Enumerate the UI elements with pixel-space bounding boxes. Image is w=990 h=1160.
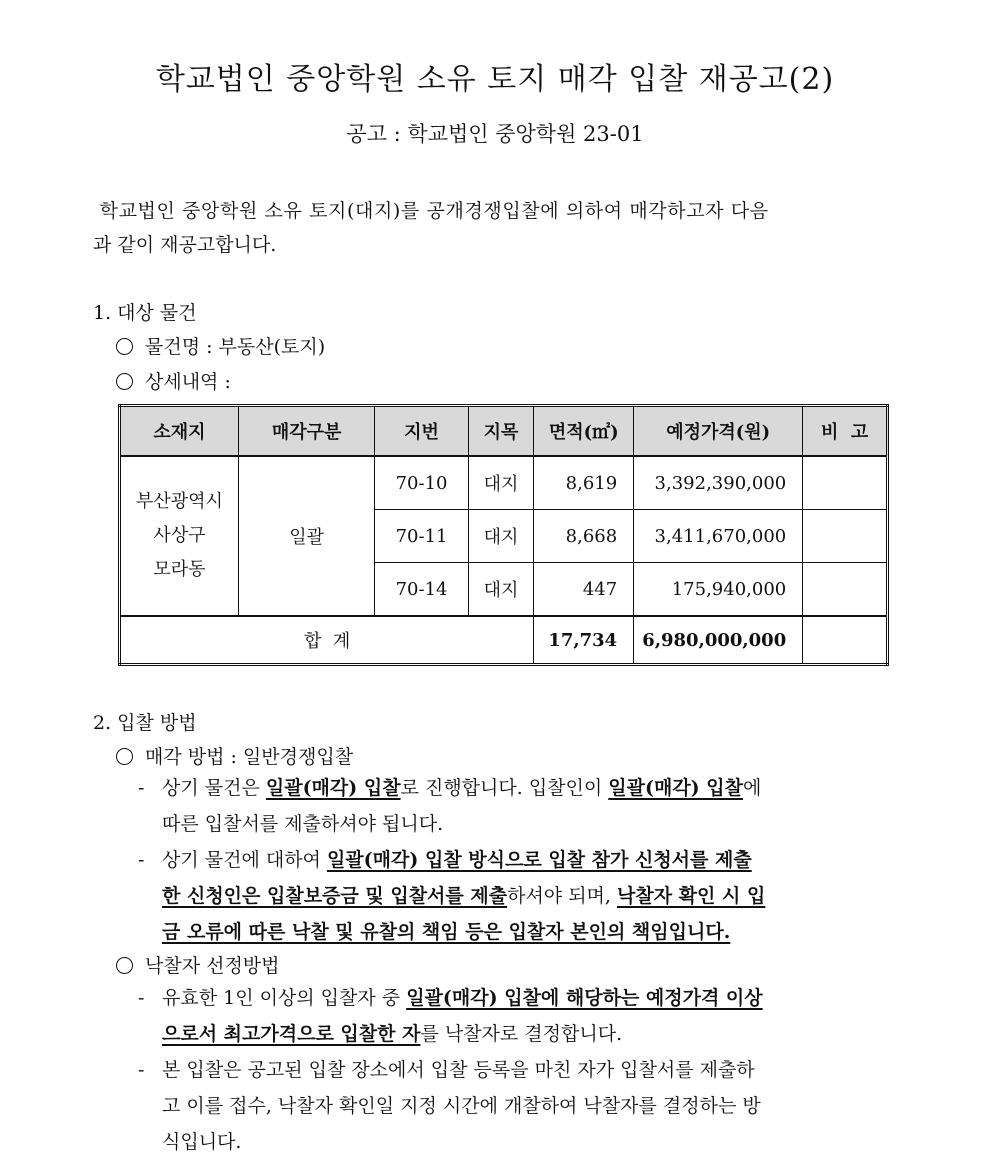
category-cell: 대지 bbox=[468, 510, 534, 563]
area-cell: 8,668 bbox=[534, 510, 634, 563]
dash-bullet: - bbox=[138, 849, 145, 871]
dash-item bbox=[138, 1052, 896, 1160]
notice-number: 공고 : 학교법인 중앙학원 23-01 bbox=[346, 122, 644, 146]
text-run: 에 bbox=[743, 777, 762, 799]
intro-line: 학교법인 중앙학원 소유 토지(대지)를 공개경쟁입찰에 의하여 매각하고자 다음 bbox=[93, 200, 769, 222]
underlined-text: 낙찰자 확인 시 입 bbox=[616, 885, 766, 907]
header-land-category: 지목 bbox=[468, 406, 534, 457]
section1-item-detail bbox=[116, 367, 231, 394]
price-cell: 3,392,390,000 bbox=[634, 456, 803, 510]
area-cell: 8,619 bbox=[534, 456, 634, 510]
bullet-text bbox=[138, 878, 896, 914]
bullet-text: 고 이를 접수, 낙찰자 확인일 지정 시간에 개찰하여 낙찰자를 결정하는 방 bbox=[162, 1095, 761, 1117]
total-note bbox=[803, 616, 888, 665]
dash-item bbox=[138, 842, 896, 950]
lot-cell: 70-11 bbox=[375, 510, 468, 563]
bullet-text bbox=[138, 914, 896, 950]
table-total-row bbox=[120, 616, 888, 665]
area-cell: 447 bbox=[534, 563, 634, 617]
intro-paragraph bbox=[93, 194, 896, 262]
table-row bbox=[120, 456, 888, 510]
lot-cell: 70-14 bbox=[375, 563, 468, 617]
location-line: 사상구 bbox=[153, 525, 206, 546]
category-cell: 대지 bbox=[468, 456, 534, 510]
bullet-text bbox=[138, 980, 896, 1016]
text-run: 유효한 1인 이상의 입찰자 중 bbox=[162, 987, 407, 1009]
underlined-text: 금 오류에 따른 낙찰 및 유찰의 책임 등은 입찰자 본인의 책임입니다. bbox=[162, 921, 731, 943]
note-cell bbox=[803, 456, 888, 510]
header-sale-type: 매각구분 bbox=[238, 406, 375, 457]
section1-heading: 1. 대상 물건 bbox=[93, 302, 197, 324]
note-cell bbox=[803, 563, 888, 617]
underlined-text: 한 신청인은 입찰보증금 및 입찰서를 제출 bbox=[162, 885, 508, 907]
circle-bullet-icon bbox=[116, 748, 133, 765]
location-line: 부산광역시 bbox=[135, 491, 223, 512]
header-note: 비 고 bbox=[803, 406, 888, 457]
header-location: 소재지 bbox=[120, 406, 239, 457]
item-text: 낙찰자 선정방법 bbox=[145, 955, 280, 977]
location-line: 모라동 bbox=[153, 559, 206, 580]
item-text: 물건명 : 부동산(토지) bbox=[145, 336, 326, 358]
section2-sub-selection bbox=[116, 951, 280, 978]
text-run: 로 진행합니다. 입찰인이 bbox=[400, 777, 609, 799]
text-run: 상기 물건은 bbox=[162, 777, 266, 799]
dash-item bbox=[138, 980, 896, 1052]
location-cell bbox=[120, 456, 239, 616]
document-title: 학교법인 중앙학원 소유 토지 매각 입찰 재공고(2) bbox=[155, 62, 835, 97]
lot-cell: 70-10 bbox=[375, 456, 468, 510]
section1-item-name bbox=[116, 332, 325, 359]
header-lot-number: 지번 bbox=[375, 406, 468, 457]
bullet-text bbox=[138, 1016, 896, 1052]
text-run: 를 낙찰자로 결정합니다. bbox=[420, 1023, 623, 1045]
price-cell: 175,940,000 bbox=[634, 563, 803, 617]
dash-bullet: - bbox=[138, 777, 145, 799]
dash-bullet: - bbox=[138, 987, 145, 1009]
category-cell: 대지 bbox=[468, 563, 534, 617]
note-cell bbox=[803, 510, 888, 563]
bullet-text: 따른 입찰서를 제출하셔야 됩니다. bbox=[162, 813, 444, 835]
section2-heading: 2. 입찰 방법 bbox=[93, 712, 197, 734]
sale-type-cell: 일괄 bbox=[238, 456, 375, 616]
circle-bullet-icon bbox=[116, 338, 133, 355]
underlined-text: 일괄(매각) 입찰 bbox=[608, 777, 743, 799]
total-label: 합 계 bbox=[120, 616, 534, 665]
dash-bullet: - bbox=[138, 1059, 145, 1081]
underlined-text: 으로서 최고가격으로 입찰한 자 bbox=[162, 1023, 421, 1045]
dash-item bbox=[138, 770, 896, 842]
total-price: 6,980,000,000 bbox=[634, 616, 803, 665]
bullet-text bbox=[138, 842, 896, 878]
bullet-text: 본 입찰은 공고된 입찰 장소에서 입찰 등록을 마친 자가 입찰서를 제출하 bbox=[162, 1059, 755, 1081]
text-run: 상기 물건에 대하여 bbox=[162, 849, 327, 871]
underlined-text: 일괄(매각) 입찰 bbox=[265, 777, 401, 799]
header-price: 예정가격(원) bbox=[634, 406, 803, 457]
bullet-block-selection bbox=[138, 980, 896, 1160]
bullet-text: 식입니다. bbox=[162, 1131, 242, 1153]
bullet-block-method bbox=[138, 770, 896, 950]
section2-sub-method bbox=[116, 742, 353, 769]
underlined-text: 일괄(매각) 입찰 방식으로 입찰 참가 신청서를 제출 bbox=[326, 849, 752, 871]
item-text: 상세내역 : bbox=[145, 371, 231, 393]
bullet-text bbox=[138, 770, 896, 806]
price-cell: 3,411,670,000 bbox=[634, 510, 803, 563]
text-run: 하셔야 되며, bbox=[507, 885, 617, 907]
item-text: 매각 방법 : 일반경쟁입찰 bbox=[145, 746, 354, 768]
underlined-text: 일괄(매각) 입찰에 해당하는 예정가격 이상 bbox=[406, 987, 763, 1009]
intro-line: 과 같이 재공고합니다. bbox=[93, 234, 277, 256]
circle-bullet-icon bbox=[116, 373, 133, 390]
property-table bbox=[118, 404, 889, 666]
header-area: 면적(㎡) bbox=[534, 406, 634, 457]
total-area: 17,734 bbox=[534, 616, 634, 665]
circle-bullet-icon bbox=[116, 957, 133, 974]
table-header-row bbox=[120, 406, 888, 457]
